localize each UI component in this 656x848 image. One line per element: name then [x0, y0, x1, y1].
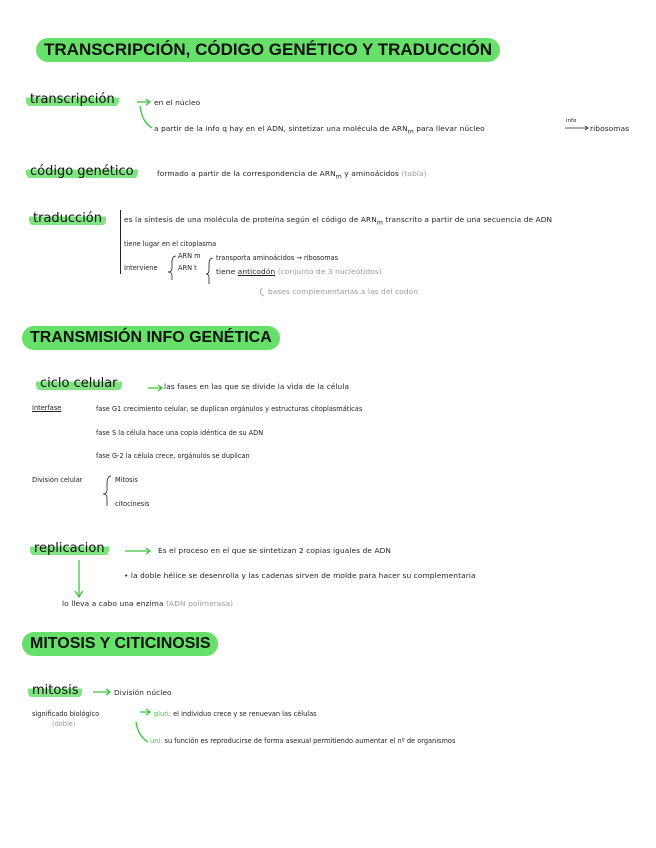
- traduccion-bases-note: bases complementarias a las del codón: [268, 287, 419, 296]
- term-transcripcion: transcripción: [26, 92, 119, 107]
- transcripcion-line2: a partir de la info q hay en el ADN, sintetizar una molécula de $ARN_m$ para llevar núcleo: [154, 124, 485, 136]
- traduccion-arnm: ARN m: [178, 252, 201, 260]
- mitosis-significado: significado biológico: [32, 710, 100, 718]
- replicacion-line1: Es el proceso en el que se sintetizan 2 copias iguales de ADN: [158, 546, 392, 555]
- arrow-bases: [260, 288, 264, 296]
- info-label: info: [566, 118, 577, 124]
- ciclo-citocinesis: citocinesis: [115, 500, 150, 508]
- replicacion-line3: lo lleva a cabo una enzima (ADN polimerasa): [62, 599, 234, 608]
- mitosis-pluri: pluri: el individuo crece y se renuevan las células: [154, 710, 317, 718]
- traduccion-branch2: tiene anticodón (conjunto de 3 nucleótidos): [216, 267, 382, 276]
- transcripcion-ribosomas: ribosomas: [590, 124, 630, 133]
- traduccion-line1: es la síntesis de una molécula de proteína según el código de $ARN_m$ transcrito a partir de una secuencia de ADN: [124, 215, 553, 227]
- ciclo-interfase: Interfase: [32, 404, 62, 412]
- term-traduccion: traducción: [29, 211, 106, 226]
- traduccion-arnt: ARN t: [178, 264, 197, 272]
- term-mitosis: mitosis: [28, 683, 82, 698]
- ciclo-mitosis: Mitosis: [115, 476, 138, 484]
- arrow-transcripcion-parte: [140, 106, 152, 128]
- ciclo-fase-s: fase S la célula hace una copia idéntica de su ADN: [96, 429, 264, 437]
- term-replicacion: replicacion: [30, 541, 109, 556]
- term-ciclo-celular: ciclo celular: [36, 376, 122, 391]
- brace-interviene: [168, 256, 176, 280]
- ciclo-division: División celular: [32, 476, 83, 484]
- term-codigo-genetico: código genético: [26, 164, 138, 179]
- ciclo-fase-g2: fase G-2 la célula crece, orgánulos se duplican: [96, 452, 250, 460]
- heading-mitosis: MITOSIS Y CITICINOSIS: [22, 632, 218, 656]
- ciclo-definition: las fases en las que se divide la vida de la célula: [164, 382, 350, 391]
- brace-arnt: [206, 258, 213, 284]
- ciclo-fase-g1: fase G1 crecimiento celular, se duplican orgánulos y estructuras citoplasmáticas: [96, 405, 363, 413]
- replicacion-line2: • la doble hélice se desenrolla y las cadenas sirven de molde para hacer su complementaria: [124, 571, 476, 580]
- traduccion-branch1: transporta aminoácidos → ribosomas: [216, 254, 339, 262]
- codigo-text: formado a partir de la correspondencia de $ARN_m$ y aminoácidos (tabla): [157, 169, 427, 181]
- mitosis-significado-note: (doble): [52, 720, 76, 728]
- heading-transmision: TRANSMISIÓN INFO GENÉTICA: [22, 326, 280, 350]
- mitosis-line1: División núcleo: [114, 688, 172, 697]
- traduccion-interviene: Interviene: [124, 264, 158, 272]
- traduccion-line2: tiene lugar en el citoplasma: [124, 240, 217, 248]
- mitosis-uni: uni: su función es reproducirse de forma asexual permitiendo aumentar el nº de organismos: [150, 737, 456, 745]
- heading-main: TRANSCRIPCIÓN, CÓDIGO GENÉTICO Y TRADUCCIÓN: [36, 38, 500, 62]
- brace-division: [103, 476, 111, 506]
- transcripcion-line1: en el núcleo: [154, 98, 201, 107]
- traduccion-divider: [120, 210, 121, 274]
